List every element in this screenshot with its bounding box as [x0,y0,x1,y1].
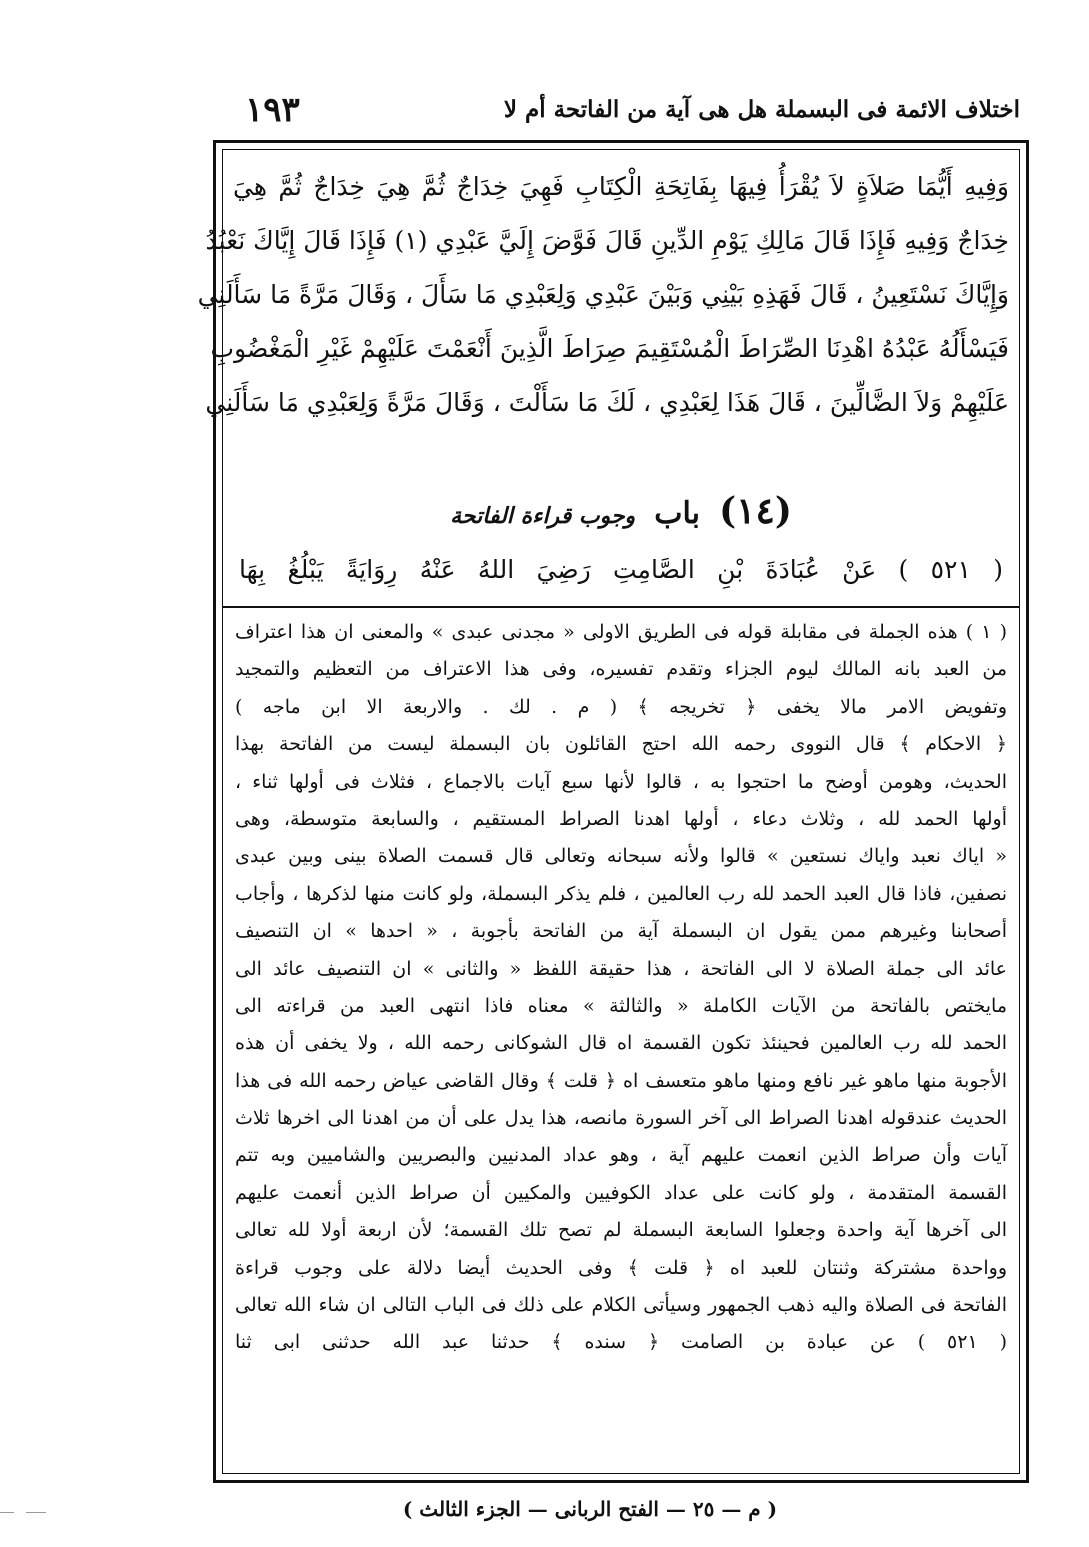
hadith-line: وَإِيَّاكَ نَسْتَعِينُ ، قَالَ فَهَذِهِ بَيْنِي وَبَيْنَ عَبْدِي وَلِعَبْدِي مَا سَأَلَ ، وَقَالَ مَرَّةً مَا سَأَلَنِي [197,280,1009,309]
isnad-line: ( ٥٢١ ) عَنْ عُبَادَةَ بْنِ الصَّامِتِ رَضِيَ اللهُ عَنْهُ رِوَايَةً يَبْلُغُ بِهَا [239,555,1003,584]
hadith-line: وَفِيهِ أَيُّمَا صَلاَةٍ لاَ يُقْرَأُ فِيهَا بِفَاتِحَةِ الْكِتَابِ فَهِيَ خِدَاجٌ ثُمَّ هِيَ خِدَاجٌ ثُمَّ هِيَ [233,172,1009,201]
footnote-line: وتفويض الامر مالا يخفى ﴿ تخريجه ﴾ ( م . لك . والاربعة الا ابن ماجه ) [235,695,1007,718]
footnote-line: أولها الحمد لله ، وثلاث دعاء ، أولها اهدنا الصراط المستقيم ، والسابعة متوسطة، وهى [235,807,1007,830]
footnote-line: أصحابنا وغيرهم ممن يقول ان البسملة آية من الفاتحة بأجوبة ، « احدها » ان التنصيف [235,920,1007,943]
footnote-line: الحديث عندقوله اهدنا الصراط الى آخر السورة مانصه، هذا يدل على أن من اهدنا الى اخرها ثلاث [235,1107,1007,1130]
chapter-number: (١٤) [719,490,792,532]
page-header [235,88,1020,140]
footnote-line: الأجوبة منها ماهو غير نافع ومنها ماهو متعسف اه ﴿ قلت ﴾ وقال القاضى عياض رحمه الله فى هذا [235,1069,1007,1092]
footnote-line [235,1362,1007,1399]
hadith-line: فَيَسْأَلُهُ عَبْدُهُ اهْدِنَا الصِّرَاطَ الْمُسْتَقِيمَ صِرَاطَ الَّذِينَ أَنْعَمْتَ عَلَيْهِمْ غَيْرِ الْمَغْضُوبِ [210,334,1009,363]
footnote-line: الى آخرها آية واحدة وجعلوا السابعة البسملة لم تصح تلك القسمة؛ لأن اربعة أولا لله تعالى [235,1219,1007,1242]
chapter-title: وجوب قراءة الفاتحة [450,503,636,529]
footnote-line: من العبد بانه المالك ليوم الجزاء وتقدم تفسيره، وفى هذا الاعتراف من التعظيم والتمجيد [235,658,1007,681]
margin-marks [0,1512,60,1516]
page-frame [197,140,1029,1483]
chapter-bab-label: باب [654,496,700,531]
footnote-line: وواحدة مشتركة وثنتان للعبد اه ﴿ قلت ﴾ وفى الحديث أيضا دلالة على وجوب قراءة [235,1256,1007,1279]
hadith-line: عَلَيْهِمْ وَلاَ الضَّالِّينَ ، قَالَ هَذَا لِعَبْدِي ، لَكَ مَا سَأَلْتَ ، وَقَالَ مَرَّةً وَلِعَبْدِي مَا سَأَلَنِي [205,388,1009,417]
footnote-line: الحمد لله رب العالمين فحينئذ تكون القسمة اه قال الشوكانى رحمه الله ، ولا يخفى أن هذه [235,1032,1007,1055]
footnote-line: ( ١ ) هذه الجملة فى مقابلة قوله فى الطريق الاولى « مجدنى عبدى » والمعنى ان هذا اعتراف [235,621,1008,643]
footnote-line: القسمة المتقدمة ، ولو كانت على عداد الكوفيين والمكيين أن صراط الذين أنعمت عليهم [235,1181,1007,1204]
footnote-divider [223,606,1019,608]
running-title: اختلاف الائمة فى البسملة هل هى آية من الفاتحة أم لا [503,96,1020,123]
footnote-line: عائد الى جملة الصلاة لا الى الفاتحة ، هذا حقيقة اللفظ « والثانى » ان التنصيف عائد الى [235,957,1007,980]
footnote-line: الحديث، وهومن أوضح ما احتجوا به ، قالوا لأنها سبع آيات بالاجماع ، فثلاث فى أولها ثناء ، [235,770,1007,793]
footnotes [235,614,1007,1437]
chapter-heading [223,490,1019,546]
footnote-line: ﴿ الاحكام ﴾ قال النووى رحمه الله احتج القائلون بان البسملة ليست من الفاتحة بهذا [235,733,1007,756]
footnote-line: نصفين، فاذا قال العبد الحمد لله رب العالمين ، فلم يذكر البسملة، ولو كانت منها لذكرها ، وأجاب [235,882,1007,905]
footnote-line: الفاتحة فى الصلاة واليه ذهب الجمهور وسيأتى الكلام على ذلك فى الباب التالى ان شاء الله تعالى [235,1294,1007,1317]
footnote-line: آيات وأن صراط الذين انعمت عليهم آية ، وهو عداد المدنيين والبصريين والشاميين وبه تتم [235,1144,1007,1167]
footnote-line: « اياك نعبد واياك نستعين » قالوا ولأنه سبحانه وتعالى قال قسمت الصلاة بينى وبين عبدى [235,845,1007,868]
footnote-line: مايختص بالفاتحة من الآيات الكاملة « والثالثة » معناه فاذا انتهى العبد من قراءته الى [235,994,1007,1017]
page-frame-inner [197,149,1020,1474]
hadith-line: خِدَاجٌ وَفِيهِ فَإِذَا قَالَ مَالِكِ يَوْمِ الدِّينِ قَالَ فَوَّضَ إِلَيَّ عَبْدِي (١) فَإِذَا قَالَ إِيَّاكَ نَعْبُدُ [205,226,1009,255]
page-footer: ( م — ٢٥ — الفتح الربانى — الجزء الثالث ) [402,1497,778,1521]
footnote-line: ( ٥٢١ ) عن عبادة بن الصامت ﴿ سنده ﴾ حدثنا عبد الله حدثنى ابى ثنا [235,1331,1008,1354]
footnote-line [235,1399,1007,1436]
hadith-text [197,160,1009,484]
page-number: ١٩٣ [245,90,300,130]
hadith-line [233,430,1009,484]
